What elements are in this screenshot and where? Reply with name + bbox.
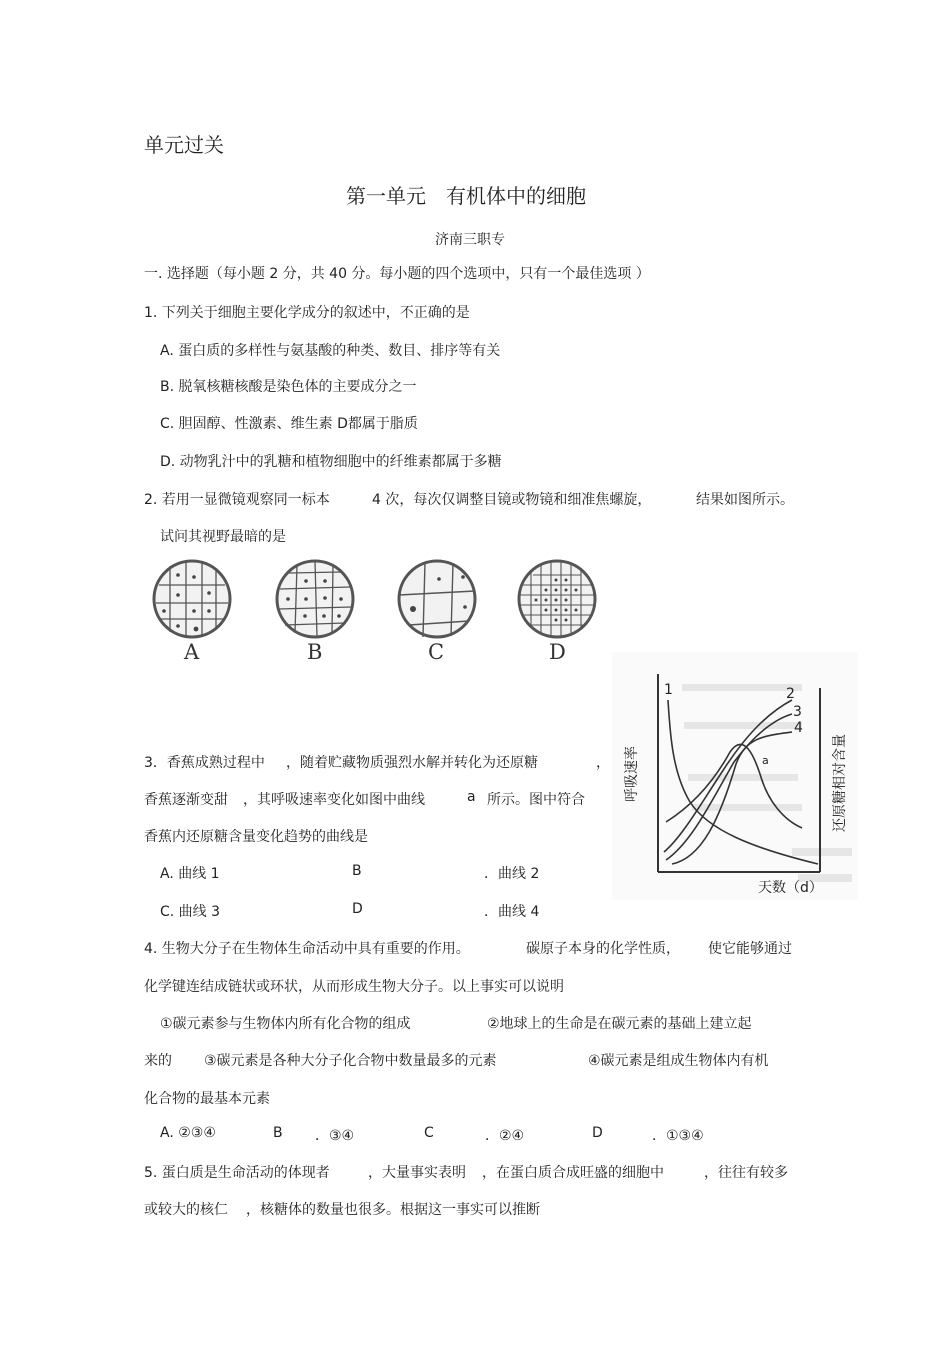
unit-title: 第一单元 有机体中的细胞 [346, 184, 586, 208]
q3-option-a: A. 曲线 1 [160, 866, 220, 882]
q3-option-b-letter: B [352, 863, 362, 879]
microscope-figure [148, 553, 603, 673]
field-label-c: C [428, 640, 445, 664]
q3-option-c: C. 曲线 3 [160, 904, 221, 920]
q4-option-a: A. ②③④ [160, 1125, 216, 1141]
field-label-b: B [307, 640, 323, 664]
curve-label-a: a [762, 754, 769, 767]
q5-line2-part2: ，核糖体的数量也很多。根据这一事实可以推断 [246, 1202, 540, 1218]
q1-option-d: D. 动物乳汁中的乳糖和植物细胞中的纤维素都属于多糖 [160, 454, 502, 470]
q4-line2: 化学键连结成链状或环状，从而形成生物大分子。以上事实可以说明 [144, 979, 564, 995]
q3-line1-part3: ， [596, 755, 610, 771]
q1-option-a: A. 蛋白质的多样性与氨基酸的种类、数目、排序等有关 [160, 343, 501, 359]
q2-stem-part2: 4 次，每次仅调整目镜或物镜和细准焦螺旋， [372, 492, 652, 508]
q3-option-d-letter: D [352, 901, 363, 917]
section-heading: 一. 选择题（每小题 2 分，共 40 分。每小题的四个选项中，只有一个最佳选项 ） [144, 266, 650, 282]
section-tag: 单元过关 [144, 133, 224, 157]
field-c [399, 561, 475, 637]
q5-line2-part1: 或较大的核仁 [144, 1202, 228, 1218]
q5-line1-part4: ，往往有较多 [704, 1165, 788, 1181]
q4-line1-part2: 碳原子本身的化学性质， [526, 941, 680, 957]
chart-ylabel-left: 呼吸速率 [624, 746, 640, 802]
q3-line2-part1: 香蕉逐渐变甜 [144, 792, 228, 808]
q4-option-d-letter: D [592, 1125, 603, 1141]
q5-line1-part2: ，大量事实表明 [368, 1165, 466, 1181]
author: 济南三职专 [435, 232, 505, 248]
curve-label-2: 2 [786, 686, 795, 702]
curve-label-4: 4 [794, 720, 803, 736]
q3-line2-part2: ，其呼吸速率变化如图中曲线 [243, 792, 425, 808]
q4-line4-part1: 来的 [144, 1053, 172, 1069]
q2-stem-part3: 结果如图所示。 [696, 492, 794, 508]
q4-option-c-letter: C [424, 1125, 434, 1141]
q2-stem-part1: 2. 若用一显微镜观察同一标本 [144, 492, 330, 508]
q4-option-b: ．③④ [315, 1128, 355, 1144]
q4-option-d: ．①③④ [652, 1128, 704, 1144]
field-d [519, 561, 595, 637]
q3-line1-part2: ，随着贮藏物质强烈水解并转化为还原糖 [286, 755, 538, 771]
q3-line2-part4: 所示。图中符合 [487, 792, 585, 808]
field-b [277, 561, 353, 637]
q1-option-c: C. 胆固醇、性激素、维生素 D都属于脂质 [160, 416, 418, 432]
field-label-a: A [184, 640, 200, 664]
q4-line4-part3: ④碳元素是组成生物体内有机 [588, 1053, 769, 1069]
field-label-d: D [549, 640, 566, 664]
q3-line1-part1: 3．香蕉成熟过程中 [144, 755, 265, 771]
chart-xlabel: 天数（d） [758, 880, 823, 896]
curve-label-1: 1 [664, 682, 673, 698]
q3-option-b: ．曲线 2 [484, 866, 540, 882]
q4-line1-part3: 使它能够通过 [708, 941, 792, 957]
respiration-chart [612, 652, 858, 900]
q5-line1-part1: 5. 蛋白质是生命活动的体现者 [144, 1165, 330, 1181]
q4-option-c: ．②④ [485, 1128, 525, 1144]
q4-line3-part1: ①碳元素参与生物体内所有化合物的组成 [160, 1016, 411, 1032]
q4-line1-part1: 4. 生物大分子在生物体生命活动中具有重要的作用。 [144, 941, 470, 957]
q4-option-b-letter: B [273, 1125, 283, 1141]
curve-label-3: 3 [793, 704, 802, 720]
q1-stem: 1. 下列关于细胞主要化学成分的叙述中，不正确的是 [144, 305, 470, 321]
q3-option-d: ．曲线 4 [484, 904, 540, 920]
field-a [154, 561, 230, 637]
q3-line3: 香蕉内还原糖含量变化趋势的曲线是 [144, 829, 368, 845]
q1-option-b: B. 脱氧核糖核酸是染色体的主要成分之一 [160, 379, 417, 395]
q2-stem-line2: 试问其视野最暗的是 [160, 529, 286, 545]
q4-line4-part2: ③碳元素是各种大分子化合物中数量最多的元素 [204, 1053, 497, 1069]
q4-line5: 化合物的最基本元素 [144, 1091, 270, 1107]
q4-line3-part2: ②地球上的生命是在碳元素的基础上建立起 [487, 1016, 752, 1032]
q5-line1-part3: ，在蛋白质合成旺盛的细胞中 [482, 1165, 664, 1181]
q3-line2-part3: a [467, 789, 476, 805]
chart-ylabel-right: 还原糖相对含量 [832, 734, 848, 832]
